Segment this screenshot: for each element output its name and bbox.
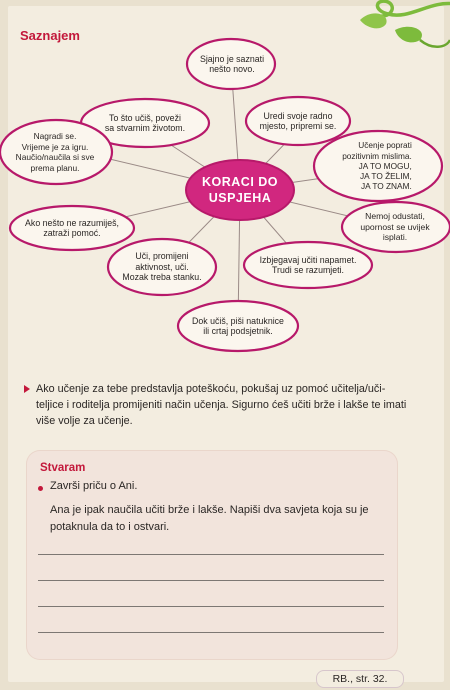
instruction-text: Ako učenje za tebe predstavlja poteškoću, pokušaj uz pomoć učitelja/uči-teljice i roditelja promijeniti način učenja. Sigurno ćeš učiti brže i lakše te imati više volje za učenje. (36, 383, 407, 427)
bubble-right-upper: Učenje poprati pozitivnim mislima. JA TO MOGU, JA TO ŽELIM, JA TO ZNAM. (342, 140, 412, 192)
answer-line[interactable] (38, 606, 384, 607)
task-body-text: Ana je ipak naučila učiti brže i lakše. Napiši dva savjeta koja su je potaknula da to i ostvari. (50, 504, 369, 533)
answer-line[interactable] (38, 632, 384, 633)
bubble-lower-right: Izbjegavaj učiti napamet. Trudi se razumjeti. (259, 254, 357, 275)
bubble-mid-right: Nemoj odustati, upornost se uvijek isplati. (360, 211, 430, 243)
stvaram-title: Stvaram (40, 462, 86, 474)
bubble-upper-left: To što učiš, poveži sa stvarnim životom. (104, 112, 186, 133)
bullet-dot-icon (38, 486, 43, 491)
stvaram-task-box (26, 450, 398, 660)
answer-line[interactable] (38, 580, 384, 581)
task-text: Završi priču o Ani. (50, 480, 138, 492)
answer-line[interactable] (38, 554, 384, 555)
section-heading: Saznajem (20, 28, 80, 43)
mind-map-center-title: KORACI DO USPJEHA (201, 175, 279, 205)
bubble-left: Nagradi se. Vrijeme je za igru. Naučio/naučila si sve prema planu. (15, 131, 95, 173)
bullet-arrow-icon (24, 385, 30, 393)
bubble-mid-left: Ako nešto ne razumiješ, zatraži pomoć. (25, 217, 119, 238)
bubble-lower-left: Uči, promijeni aktivnost, uči. Mozak treba stanku. (122, 251, 202, 283)
bubble-bottom: Dok učiš, piši natuknice ili crtaj podsjetnik. (192, 315, 284, 336)
bubble-upper-right: Uredi svoje radno mjesto, pripremi se. (259, 110, 337, 131)
workbook-reference-badge: RB., str. 32. (316, 670, 404, 688)
bubble-top: Sjajno je saznati nešto novo. (199, 53, 265, 74)
